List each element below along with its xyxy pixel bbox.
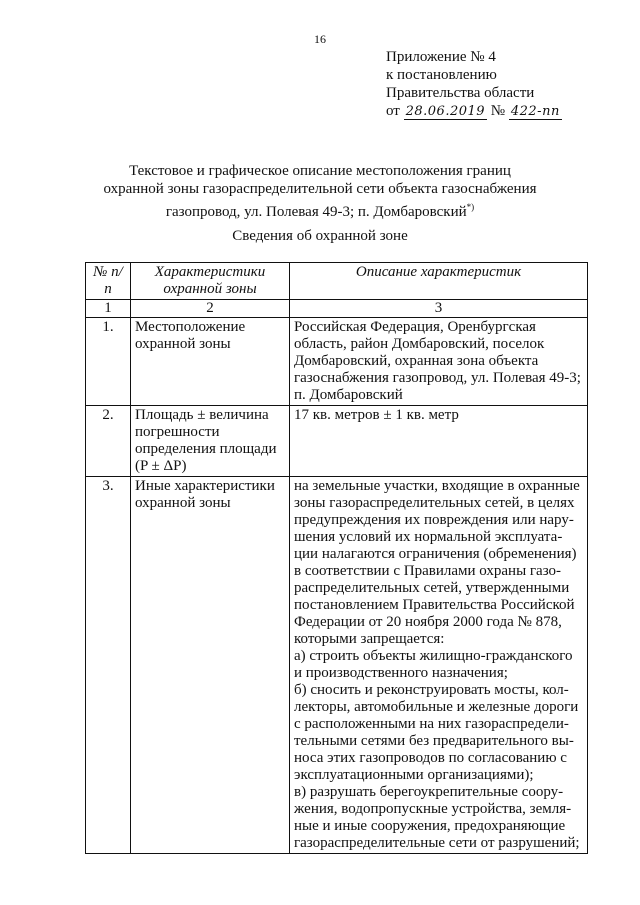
header-number: № п/п <box>86 263 131 300</box>
description-line: лекторы, автомобильные и железные дороги <box>294 699 579 715</box>
description-line: распределительных сетей, утвержденными <box>294 580 570 596</box>
column-number-2: 2 <box>131 300 290 318</box>
description-line: носа этих газопроводов по согласованию с <box>294 750 567 766</box>
description-line: эксплуатационными организациями); <box>294 767 534 783</box>
column-number-3: 3 <box>290 300 588 318</box>
protection-zone-table <box>85 262 588 854</box>
number-sign: № <box>490 103 506 119</box>
title-line-3 <box>60 198 580 221</box>
appendix-block <box>386 48 562 120</box>
description-line: б) сносить и реконструировать мосты, кол- <box>294 682 569 698</box>
row-description: Российская Федерация, Оренбургская область, район Домбаровский, поселок Домбаровский, охранная зона объекта газоснабжения газопровод, ул. Полевая 49-3; п. Домбаровский <box>290 318 588 406</box>
description-line: с расположенными на них газораспредели- <box>294 716 569 732</box>
document-title <box>60 162 580 221</box>
description-line: шения условий их нормальной эксплуата- <box>294 529 563 545</box>
section-subtitle: Сведения об охранной зоне <box>232 228 408 244</box>
description-line: Федерации от 20 ноября 2000 года № 878, <box>294 614 562 630</box>
footnote-mark: *) <box>466 202 475 212</box>
handwritten-date: 28.06.2019 <box>405 104 486 119</box>
row-description <box>290 477 588 854</box>
description-line: ции налагаются ограничения (обременения) <box>294 546 577 562</box>
column-number-1: 1 <box>86 300 131 318</box>
description-line: которыми запрещается: <box>294 631 445 647</box>
description-line: в) разрушать берегоукрепительные соору- <box>294 784 564 800</box>
description-line: на земельные участки, входящие в охранные <box>294 478 580 494</box>
row-characteristic: Иные характеристики охранной зоны <box>131 477 290 854</box>
row-number: 3. <box>86 477 131 854</box>
description-line: и производственного назначения; <box>294 665 508 681</box>
title-line-3-text: газопровод, ул. Полевая 49-3; п. Домбаровский <box>165 204 467 220</box>
row-description: 17 кв. метров ± 1 кв. метр <box>290 406 588 477</box>
header-description: Описание характеристик <box>290 263 588 300</box>
page-number: 16 <box>314 32 326 46</box>
appendix-line-2: к постановлению <box>386 67 497 83</box>
header-characteristics: Характеристики охранной зоны <box>131 263 290 300</box>
description-line: а) строить объекты жилищно-гражданского <box>294 648 573 664</box>
description-line: ные и иные сооружения, предохраняющие <box>294 818 566 834</box>
description-line: тельными сетями без предварительного вы- <box>294 733 574 749</box>
appendix-date-line <box>386 102 562 120</box>
title-line-2: охранной зоны газораспределительной сети объекта газоснабжения <box>103 181 537 197</box>
handwritten-number: 422-пп <box>510 104 560 119</box>
row-number: 2. <box>86 406 131 477</box>
appendix-line-3: Правительства области <box>386 85 535 101</box>
description-line: зоны газораспределительных сетей, в целях <box>294 495 575 511</box>
date-prefix: от <box>386 103 400 119</box>
table-row <box>86 477 588 854</box>
row-characteristic: Местоположение охранной зоны <box>131 318 290 406</box>
description-line: предупреждения их повреждения или нару- <box>294 512 574 528</box>
table-row <box>86 406 588 477</box>
row-number: 1. <box>86 318 131 406</box>
column-number-row <box>86 300 588 318</box>
description-line: газораспределительные сети от разрушений; <box>294 835 580 851</box>
table-row <box>86 318 588 406</box>
description-line: постановлением Правительства Российской <box>294 597 575 613</box>
row-characteristic: Площадь ± величина погрешности определения площади (P ± ΔP) <box>131 406 290 477</box>
table-header-row <box>86 263 588 300</box>
title-line-1: Текстовое и графическое описание местоположения границ <box>129 163 511 179</box>
appendix-line-1: Приложение № 4 <box>386 49 496 65</box>
description-line: жения, водопропускные устройства, земля- <box>294 801 572 817</box>
description-line: в соответствии с Правилами охраны газо- <box>294 563 562 579</box>
